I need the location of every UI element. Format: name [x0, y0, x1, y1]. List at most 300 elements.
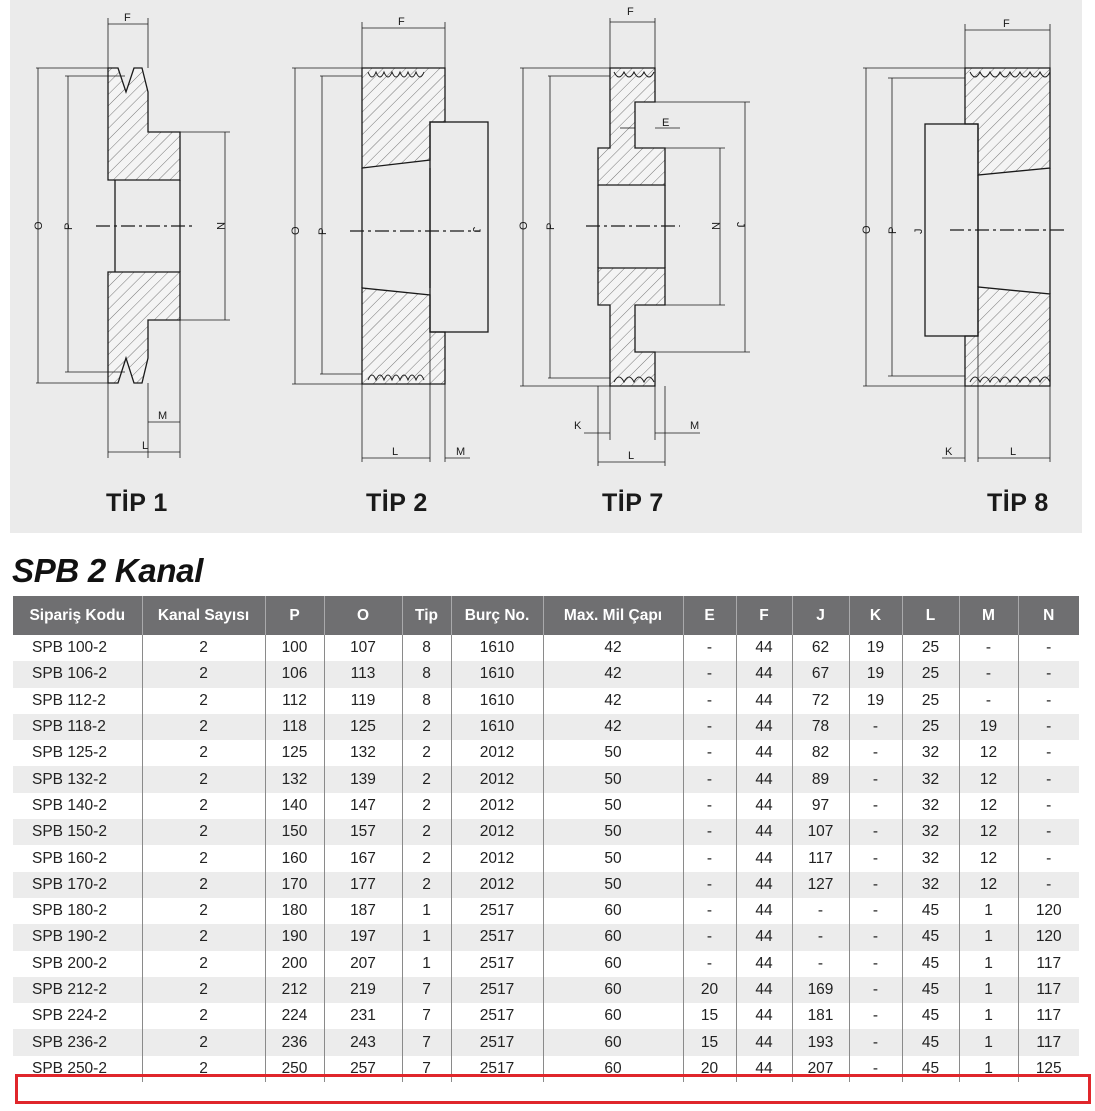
table-cell: 2: [142, 714, 265, 740]
dim-m: M: [456, 446, 466, 458]
table-cell: 2: [402, 740, 451, 766]
table-cell: 50: [543, 819, 683, 845]
table-row: [13, 924, 1079, 950]
table-cell: 2517: [451, 1056, 543, 1082]
table-cell: 19: [959, 714, 1018, 740]
table-cell: 50: [543, 740, 683, 766]
table-row: [13, 951, 1079, 977]
table-cell: 19: [849, 661, 902, 687]
dim-m: M: [690, 420, 700, 432]
table-cell: 2: [142, 898, 265, 924]
table-cell: 2517: [451, 951, 543, 977]
table-cell: 160: [265, 845, 324, 871]
table-cell: 190: [265, 924, 324, 950]
table-cell: 147: [324, 793, 402, 819]
table-cell: 113: [324, 661, 402, 687]
table-body: [13, 635, 1079, 1082]
table-cell: -: [849, 845, 902, 871]
table-cell: 44: [736, 845, 792, 871]
table-cell: 60: [543, 898, 683, 924]
table-cell: 1610: [451, 688, 543, 714]
table-cell: 1: [959, 951, 1018, 977]
table-cell: 207: [792, 1056, 849, 1082]
table-cell: 45: [902, 1056, 959, 1082]
table-cell: -: [683, 766, 736, 792]
table-cell: 117: [1018, 1003, 1079, 1029]
table-cell: 1610: [451, 661, 543, 687]
table-cell: -: [849, 1056, 902, 1082]
table-cell: 2: [142, 1003, 265, 1029]
diagram-panel: [10, 0, 1082, 533]
table-cell: 243: [324, 1029, 402, 1055]
table-row: [13, 977, 1079, 1003]
table-cell: -: [683, 740, 736, 766]
table-cell: 167: [324, 845, 402, 871]
table-cell: 231: [324, 1003, 402, 1029]
table-cell: 12: [959, 793, 1018, 819]
table-cell: 177: [324, 872, 402, 898]
dim-n: N: [214, 222, 226, 230]
table-cell: -: [849, 714, 902, 740]
table-cell: -: [1018, 819, 1079, 845]
table-cell: 197: [324, 924, 402, 950]
table-cell: 2: [142, 661, 265, 687]
column-header: O: [324, 596, 402, 635]
order-code-cell: SPB 190-2: [13, 924, 142, 950]
tip8-drawing: [863, 24, 1065, 462]
order-code-cell: SPB 160-2: [13, 845, 142, 871]
table-cell: -: [959, 635, 1018, 661]
table-cell: 117: [1018, 1029, 1079, 1055]
column-header: E: [683, 596, 736, 635]
table-cell: -: [1018, 688, 1079, 714]
tip-2-label: TİP 2: [366, 489, 428, 517]
table-row: [13, 898, 1079, 924]
table-cell: 106: [265, 661, 324, 687]
order-code-cell: SPB 150-2: [13, 819, 142, 845]
column-header: K: [849, 596, 902, 635]
dim-p: P: [545, 222, 557, 230]
table-cell: 2: [142, 845, 265, 871]
dim-l: L: [142, 440, 149, 452]
table-cell: 139: [324, 766, 402, 792]
dim-l: L: [392, 446, 399, 458]
table-cell: -: [849, 1029, 902, 1055]
table-cell: -: [792, 924, 849, 950]
table-cell: -: [1018, 872, 1079, 898]
tip2-drawing: [292, 22, 488, 462]
tip-7-label: TİP 7: [602, 489, 664, 517]
table-cell: 2: [142, 819, 265, 845]
table-cell: 2012: [451, 872, 543, 898]
table-cell: 2: [402, 845, 451, 871]
table-row: [13, 688, 1079, 714]
table-cell: 8: [402, 688, 451, 714]
table-row: [13, 845, 1079, 871]
table-cell: 44: [736, 872, 792, 898]
table-cell: 20: [683, 977, 736, 1003]
dim-p: P: [887, 226, 899, 234]
table-cell: 50: [543, 872, 683, 898]
table-cell: 60: [543, 1056, 683, 1082]
table-cell: 45: [902, 924, 959, 950]
order-code-cell: SPB 224-2: [13, 1003, 142, 1029]
table-cell: 45: [902, 1003, 959, 1029]
table-cell: -: [792, 898, 849, 924]
tip-8-label: TİP 8: [987, 489, 1049, 517]
table-cell: 2517: [451, 1029, 543, 1055]
table-cell: 132: [265, 766, 324, 792]
table-cell: 7: [402, 1003, 451, 1029]
table-cell: -: [849, 1003, 902, 1029]
table-cell: 32: [902, 872, 959, 898]
table-cell: 50: [543, 766, 683, 792]
dim-o: O: [518, 221, 530, 230]
table-cell: 187: [324, 898, 402, 924]
order-code-cell: SPB 132-2: [13, 766, 142, 792]
column-header: N: [1018, 596, 1079, 635]
table-cell: -: [1018, 845, 1079, 871]
table-cell: 19: [849, 688, 902, 714]
dim-p: P: [63, 222, 75, 230]
table-cell: 157: [324, 819, 402, 845]
table-cell: 32: [902, 740, 959, 766]
table-cell: 107: [792, 819, 849, 845]
table-cell: 1610: [451, 635, 543, 661]
table-cell: 117: [1018, 977, 1079, 1003]
column-header: P: [265, 596, 324, 635]
table-cell: 50: [543, 793, 683, 819]
table-cell: 82: [792, 740, 849, 766]
table-cell: 2012: [451, 819, 543, 845]
table-cell: 181: [792, 1003, 849, 1029]
table-cell: 44: [736, 977, 792, 1003]
table-cell: 32: [902, 845, 959, 871]
table-cell: 118: [265, 714, 324, 740]
table-cell: 250: [265, 1056, 324, 1082]
dim-e: E: [662, 117, 670, 129]
table-cell: 32: [902, 793, 959, 819]
table-cell: 12: [959, 766, 1018, 792]
table-cell: 2: [142, 951, 265, 977]
table-row: [13, 793, 1079, 819]
order-code-cell: SPB 106-2: [13, 661, 142, 687]
table-cell: 62: [792, 635, 849, 661]
table-cell: 2: [142, 1056, 265, 1082]
table-cell: 2012: [451, 766, 543, 792]
dim-k: K: [945, 446, 953, 458]
table-cell: -: [683, 872, 736, 898]
highlighted-row-box: [15, 1074, 1091, 1104]
table-cell: 7: [402, 977, 451, 1003]
table-cell: -: [1018, 661, 1079, 687]
dim-o: O: [33, 221, 45, 230]
table-cell: 44: [736, 1056, 792, 1082]
table-cell: 15: [683, 1003, 736, 1029]
table-cell: 169: [792, 977, 849, 1003]
order-code-cell: SPB 125-2: [13, 740, 142, 766]
column-header: L: [902, 596, 959, 635]
dim-f: F: [627, 6, 634, 18]
table-cell: 2517: [451, 898, 543, 924]
table-cell: 44: [736, 924, 792, 950]
table-cell: 42: [543, 714, 683, 740]
dim-l: L: [1010, 446, 1017, 458]
dim-l: L: [628, 450, 635, 462]
spec-table: [13, 596, 1079, 1082]
order-code-cell: SPB 180-2: [13, 898, 142, 924]
table-cell: 25: [902, 635, 959, 661]
table-cell: 44: [736, 661, 792, 687]
table-cell: 1: [402, 898, 451, 924]
table-cell: 127: [792, 872, 849, 898]
table-cell: 97: [792, 793, 849, 819]
table-cell: 2517: [451, 1003, 543, 1029]
table-cell: 180: [265, 898, 324, 924]
table-row: [13, 1029, 1079, 1055]
table-row: [13, 766, 1079, 792]
table-row: [13, 740, 1079, 766]
table-cell: 117: [1018, 951, 1079, 977]
table-cell: 219: [324, 977, 402, 1003]
table-cell: 20: [683, 1056, 736, 1082]
dim-m: M: [158, 410, 168, 422]
dim-o: O: [861, 225, 873, 234]
table-cell: 2: [142, 793, 265, 819]
table-cell: 1: [402, 951, 451, 977]
table-cell: 200: [265, 951, 324, 977]
table-cell: -: [1018, 793, 1079, 819]
order-code-cell: SPB 170-2: [13, 872, 142, 898]
table-cell: 32: [902, 819, 959, 845]
table-cell: 44: [736, 635, 792, 661]
table-cell: -: [1018, 635, 1079, 661]
table-cell: 89: [792, 766, 849, 792]
table-cell: 42: [543, 635, 683, 661]
table-cell: 19: [849, 635, 902, 661]
table-cell: 42: [543, 688, 683, 714]
table-cell: 2: [142, 766, 265, 792]
table-cell: 117: [792, 845, 849, 871]
table-cell: 107: [324, 635, 402, 661]
column-header: Sipariş Kodu: [13, 596, 142, 635]
order-code-cell: SPB 118-2: [13, 714, 142, 740]
table-cell: 212: [265, 977, 324, 1003]
dim-f: F: [124, 12, 131, 24]
table-cell: 7: [402, 1029, 451, 1055]
table-cell: 257: [324, 1056, 402, 1082]
order-code-cell: SPB 140-2: [13, 793, 142, 819]
section-title: SPB 2 Kanal: [12, 552, 204, 589]
table-cell: 44: [736, 1003, 792, 1029]
order-code-cell: SPB 200-2: [13, 951, 142, 977]
table-cell: 44: [736, 951, 792, 977]
table-cell: -: [1018, 766, 1079, 792]
table-cell: 25: [902, 661, 959, 687]
table-cell: -: [959, 688, 1018, 714]
tip-1-label: TİP 1: [106, 489, 168, 517]
table-cell: 1: [402, 924, 451, 950]
table-cell: 45: [902, 1029, 959, 1055]
table-cell: -: [683, 793, 736, 819]
table-cell: 1610: [451, 714, 543, 740]
table-cell: 125: [324, 714, 402, 740]
table-cell: 44: [736, 766, 792, 792]
order-code-cell: SPB 212-2: [13, 977, 142, 1003]
table-cell: 12: [959, 740, 1018, 766]
table-cell: 1: [959, 977, 1018, 1003]
table-cell: 120: [1018, 924, 1079, 950]
table-cell: -: [849, 898, 902, 924]
table-cell: -: [1018, 740, 1079, 766]
dim-f: F: [398, 16, 405, 28]
table-cell: 2: [402, 819, 451, 845]
table-cell: 67: [792, 661, 849, 687]
table-cell: -: [683, 714, 736, 740]
column-header: Kanal Sayısı: [142, 596, 265, 635]
table-cell: 224: [265, 1003, 324, 1029]
table-row: [13, 661, 1079, 687]
table-cell: 2: [142, 740, 265, 766]
tip7-drawing: [520, 18, 750, 466]
table-header-row: [13, 596, 1079, 635]
table-cell: 236: [265, 1029, 324, 1055]
table-cell: 25: [902, 714, 959, 740]
table-cell: -: [849, 977, 902, 1003]
table-cell: 60: [543, 951, 683, 977]
table-cell: -: [849, 924, 902, 950]
table-cell: 60: [543, 977, 683, 1003]
dim-k: K: [574, 420, 582, 432]
table-cell: -: [683, 898, 736, 924]
table-cell: 2: [142, 924, 265, 950]
table-cell: 2012: [451, 793, 543, 819]
table-cell: 44: [736, 740, 792, 766]
table-cell: -: [1018, 714, 1079, 740]
table-cell: 125: [1018, 1056, 1079, 1082]
table-cell: 207: [324, 951, 402, 977]
table-cell: 2517: [451, 924, 543, 950]
table-cell: 42: [543, 661, 683, 687]
table-cell: 1: [959, 898, 1018, 924]
dim-j: J: [470, 227, 482, 233]
table-cell: 1: [959, 924, 1018, 950]
table-cell: 60: [543, 1029, 683, 1055]
table-cell: 32: [902, 766, 959, 792]
table-cell: 140: [265, 793, 324, 819]
table-cell: 12: [959, 819, 1018, 845]
order-code-cell: SPB 112-2: [13, 688, 142, 714]
table-cell: 2: [402, 766, 451, 792]
table-cell: 15: [683, 1029, 736, 1055]
table-cell: 8: [402, 635, 451, 661]
table-cell: 2: [142, 688, 265, 714]
table-row: [13, 872, 1079, 898]
column-header: Burç No.: [451, 596, 543, 635]
table-cell: 12: [959, 872, 1018, 898]
table-row: [13, 819, 1079, 845]
table-cell: 170: [265, 872, 324, 898]
column-header: Max. Mil Çapı: [543, 596, 683, 635]
dim-j: J: [913, 228, 925, 234]
table-cell: -: [683, 951, 736, 977]
dim-p: P: [317, 227, 329, 235]
table-cell: 8: [402, 661, 451, 687]
table-cell: -: [849, 766, 902, 792]
table-cell: 7: [402, 1056, 451, 1082]
table-cell: 25: [902, 688, 959, 714]
table-cell: 78: [792, 714, 849, 740]
table-cell: -: [849, 872, 902, 898]
table-cell: -: [959, 661, 1018, 687]
dim-o: O: [290, 226, 302, 235]
dim-f: F: [1003, 18, 1010, 30]
tip1-drawing: [36, 18, 230, 458]
column-header: Tip: [402, 596, 451, 635]
table-cell: 2: [402, 872, 451, 898]
table-cell: 44: [736, 1029, 792, 1055]
column-header: F: [736, 596, 792, 635]
table-cell: 44: [736, 714, 792, 740]
table-cell: 2517: [451, 977, 543, 1003]
table-cell: 1: [959, 1003, 1018, 1029]
table-cell: -: [683, 819, 736, 845]
table-cell: 2: [142, 872, 265, 898]
table-cell: 45: [902, 951, 959, 977]
tip1-letters: [33, 12, 226, 452]
pulley-diagrams: [10, 0, 1082, 533]
table-cell: 60: [543, 1003, 683, 1029]
table-cell: 44: [736, 793, 792, 819]
column-header: M: [959, 596, 1018, 635]
table-cell: 2012: [451, 740, 543, 766]
table-row: [13, 714, 1079, 740]
table-cell: 72: [792, 688, 849, 714]
table-cell: 132: [324, 740, 402, 766]
table-cell: 125: [265, 740, 324, 766]
order-code-cell: SPB 250-2: [13, 1056, 142, 1082]
table-cell: -: [849, 951, 902, 977]
table-cell: 120: [1018, 898, 1079, 924]
table-cell: 2: [142, 977, 265, 1003]
table-cell: 44: [736, 688, 792, 714]
dim-j: J: [734, 222, 746, 228]
table-cell: 44: [736, 819, 792, 845]
table-cell: 1: [959, 1029, 1018, 1055]
table-cell: 2: [402, 714, 451, 740]
order-code-cell: SPB 236-2: [13, 1029, 142, 1055]
table-cell: 12: [959, 845, 1018, 871]
table-cell: 60: [543, 924, 683, 950]
table-cell: -: [849, 819, 902, 845]
table-cell: 2: [142, 635, 265, 661]
table-cell: 1: [959, 1056, 1018, 1082]
table-row: [13, 1003, 1079, 1029]
table-cell: -: [849, 793, 902, 819]
table-cell: 100: [265, 635, 324, 661]
table-cell: -: [849, 740, 902, 766]
table-cell: -: [683, 845, 736, 871]
table-cell: 193: [792, 1029, 849, 1055]
table-cell: 2: [142, 1029, 265, 1055]
table-cell: -: [683, 688, 736, 714]
table-cell: -: [792, 951, 849, 977]
table-cell: -: [683, 924, 736, 950]
table-cell: 112: [265, 688, 324, 714]
table-cell: 50: [543, 845, 683, 871]
table-cell: 150: [265, 819, 324, 845]
table-cell: 119: [324, 688, 402, 714]
